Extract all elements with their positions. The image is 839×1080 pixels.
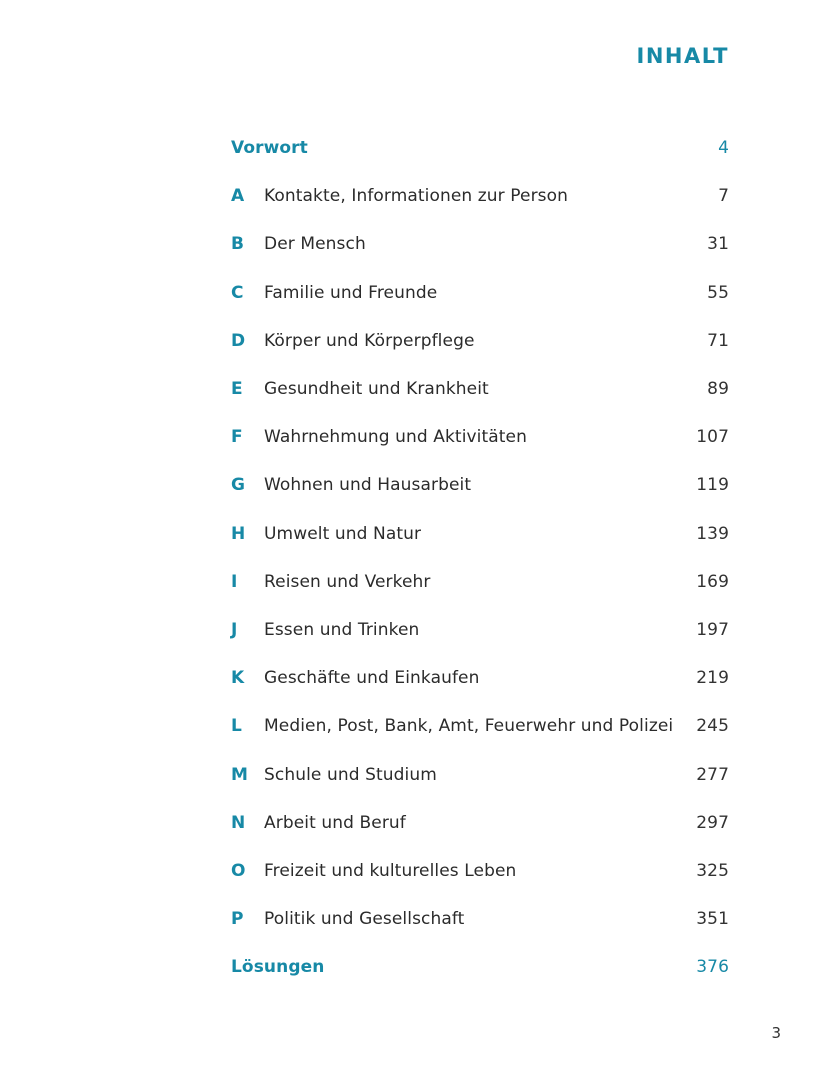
- toc-entry-page: 325: [696, 860, 729, 881]
- toc-entry-title: Familie und Freunde: [264, 282, 438, 303]
- toc-entry-page: 139: [696, 523, 729, 544]
- toc-entry-title: Reisen und Verkehr: [264, 571, 431, 592]
- toc-entry-f[interactable]: [231, 413, 729, 461]
- toc-entry-letter: E: [231, 379, 243, 400]
- toc-entry-page: 351: [696, 909, 729, 930]
- toc-entry-page: 277: [696, 764, 729, 785]
- toc-entry-letter: F: [231, 427, 243, 448]
- toc-entry-title: Medien, Post, Bank, Amt, Feuerwehr und Polizei: [264, 716, 674, 737]
- toc-entry-letter: I: [231, 571, 238, 592]
- toc-entry-title: Kontakte, Informationen zur Person: [264, 186, 568, 207]
- toc-entry-page: 107: [696, 427, 729, 448]
- toc-entry-b[interactable]: [231, 220, 729, 268]
- page-number: 3: [771, 1024, 781, 1042]
- toc-entry-vorwort[interactable]: [231, 124, 729, 172]
- toc-entry-title: Schule und Studium: [264, 764, 437, 785]
- toc-entry-page: 219: [696, 668, 729, 689]
- toc-entry-page: 7: [718, 186, 729, 207]
- toc-entry-title: Freizeit und kulturelles Leben: [264, 860, 517, 881]
- toc-entry-page: 4: [718, 138, 729, 159]
- toc-entry-letter: G: [231, 475, 246, 496]
- toc-entry-m[interactable]: [231, 750, 729, 798]
- toc-entry-title: Körper und Körperpflege: [264, 330, 475, 351]
- toc-entry-letter: H: [231, 523, 246, 544]
- toc-entry-page: 89: [707, 379, 729, 400]
- toc-entry-page: 169: [696, 571, 729, 592]
- toc-entry-page: 197: [696, 619, 729, 640]
- toc-entry-l[interactable]: [231, 702, 729, 750]
- toc-entry-title: Arbeit und Beruf: [264, 812, 406, 833]
- toc-entry-page: 297: [696, 812, 729, 833]
- toc-entry-page: 71: [707, 330, 729, 351]
- toc-entry-title: Wohnen und Hausarbeit: [264, 475, 472, 496]
- toc-entry-page: 119: [696, 475, 729, 496]
- toc-entry-letter: P: [231, 909, 244, 930]
- toc-entry-title: Wahrnehmung und Aktivitäten: [264, 427, 527, 448]
- toc-entry-letter: D: [231, 330, 246, 351]
- toc-entry-d[interactable]: [231, 317, 729, 365]
- toc-entry-c[interactable]: [231, 269, 729, 317]
- toc-entry-letter: A: [231, 186, 245, 207]
- toc-entry-letter: K: [231, 668, 245, 689]
- toc-entry-i[interactable]: [231, 558, 729, 606]
- toc-entry-h[interactable]: [231, 510, 729, 558]
- toc-entry-letter: B: [231, 234, 245, 255]
- toc-entry-o[interactable]: [231, 847, 729, 895]
- toc-entry-title: Der Mensch: [264, 234, 366, 255]
- toc-entry-g[interactable]: [231, 461, 729, 509]
- toc-entry-letter: J: [231, 619, 238, 640]
- toc-entry-p[interactable]: [231, 895, 729, 943]
- toc-entry-letter: M: [231, 764, 249, 785]
- toc-entry-title: Gesundheit und Krankheit: [264, 379, 489, 400]
- toc-entry-title: Vorwort: [231, 138, 308, 159]
- toc-entry-title: Geschäfte und Einkaufen: [264, 668, 480, 689]
- toc-entry-letter: N: [231, 812, 246, 833]
- toc-entry-title: Umwelt und Natur: [264, 523, 422, 544]
- toc-entry-k[interactable]: [231, 654, 729, 702]
- toc-entry-letter: O: [231, 860, 246, 881]
- toc-entry-page: 31: [707, 234, 729, 255]
- toc-entry-loesungen[interactable]: [231, 943, 729, 991]
- toc-entry-page: 245: [696, 716, 729, 737]
- toc-entry-title: Lösungen: [231, 957, 325, 978]
- toc-entry-page: 376: [696, 957, 729, 978]
- toc-entry-letter: L: [231, 716, 242, 737]
- toc-entry-title: Essen und Trinken: [264, 619, 420, 640]
- toc-entry-title: Politik und Gesellschaft: [264, 909, 465, 930]
- toc-entry-page: 55: [707, 282, 729, 303]
- toc-entry-a[interactable]: [231, 172, 729, 220]
- toc-entry-letter: C: [231, 282, 244, 303]
- toc-entry-n[interactable]: [231, 799, 729, 847]
- page-title: INHALT: [636, 44, 729, 68]
- table-of-contents: [231, 124, 729, 991]
- toc-entry-e[interactable]: [231, 365, 729, 413]
- toc-entry-j[interactable]: [231, 606, 729, 654]
